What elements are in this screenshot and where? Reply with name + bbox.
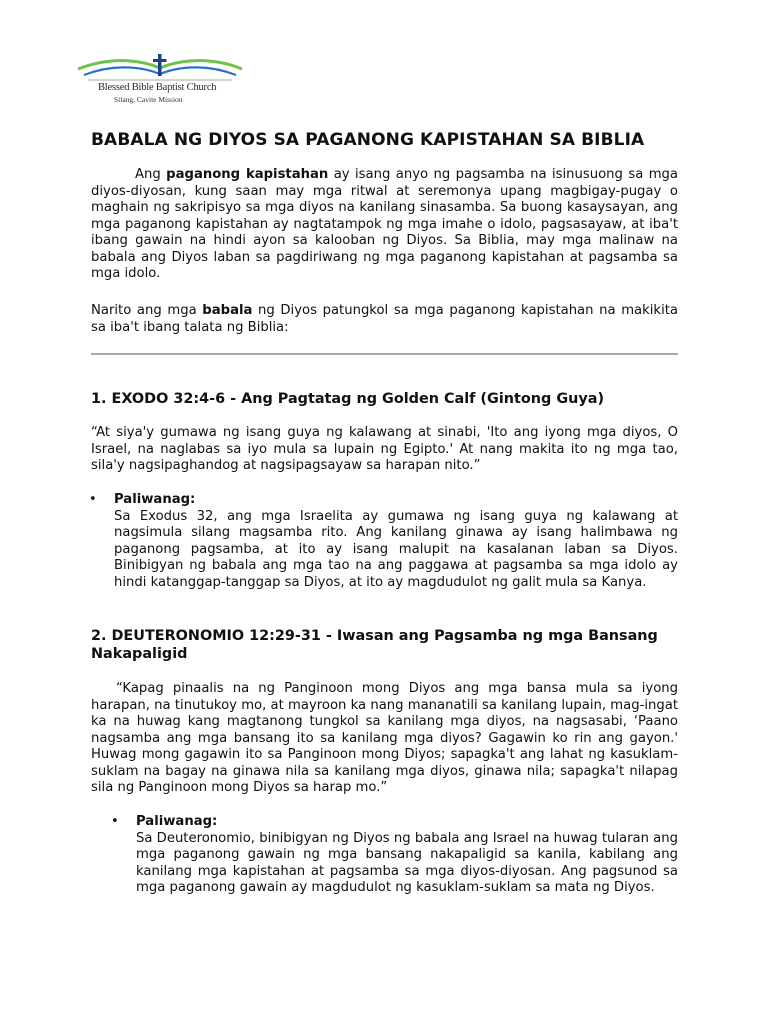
section-1-quote: “At siya'y gumawa ng isang guya ng kalawang at sinabi, 'Ito ang iyong mga diyos, O Israel, na naglabas sa iyo mula sa lupain ng Egipto.' At nang makita ito ng mga tao, sila'y nagsipaghandog at nagsipagsayaw sa harapan nito.” [91, 425, 678, 473]
document-title: BABALA NG DIYOS SA PAGANONG KAPISTAHAN SA BIBLIA [91, 130, 645, 150]
section-2-explanation-text: Sa Deuteronomio, binibigyan ng Diyos ng babala ang Israel na huwag tularan ang mga paganong gawain ng mga bansang nakapaligid sa kanila, kabilang ang kanilang mga kapistahan at pagsamba sa mga diyos-diyosan. Ang pagsunod sa mga paganong gawain ay magdudulot ng kasuklam-suklam sa mata ng Diyos. [136, 830, 678, 895]
section-2-explanation [113, 814, 678, 897]
bullet-1: • [89, 492, 97, 507]
intro-prefix: Ang [135, 167, 167, 182]
church-logo [76, 52, 246, 110]
intro-text: ay isang anyo ng pagsamba na isinusuong sa mga diyos-diyosan, kung saan may mga ritwal at seremonya upang magbigay-pugay o maghain ng sakripisyo sa mga diyos na kanilang sinasamba. Sa buong kasaysayan, ang mga paganong kapistahan ay nagtatampok ng mga imahe o idolo, pagsasayaw, at iba't ibang gawain na hindi ayon sa kalooban ng Diyos. Sa Biblia, may mga malinaw na babala ang Diyos laban sa pagdiriwang ng mga paganong kapistahan at pagsamba sa mga idolo. [91, 167, 678, 281]
section-divider [91, 353, 678, 355]
section-2-heading: 2. DEUTERONOMIO 12:29-31 - Iwasan ang Pagsamba ng mga Bansang Nakapaligid [91, 628, 658, 662]
section-1-explanation-text: Sa Exodus 32, ang mga Israelita ay gumawa ng isang guya ng kalawang at nagsimula silang magsamba rito. Ang kanilang ginawa ay isang halimbawa ng paganong pagsamba, at ito ay isang malupit na kasalanan laban sa Diyos. Binibigyan ng babala ang mga tao na ang paggawa at pagsamba sa mga idolo ay hindi katanggap-tanggap sa Diyos, at ito ay magdudulot ng galit mula sa Kanya. [114, 508, 678, 590]
intro-bold-term: paganong kapistahan [166, 167, 329, 182]
logo-subtitle: Silang, Cavite Mission [114, 95, 183, 104]
section-1-explanation-label: Paliwanag: [114, 492, 196, 507]
intro2-text: ng Diyos patungkol sa mga paganong kapistahan na makikita sa iba't ibang talata ng Biblia: [91, 303, 678, 335]
intro-paragraph-2 [91, 303, 678, 336]
section-2-quote: “Kapag pinaalis na ng Panginoon mong Diyos ang mga bansa mula sa iyong harapan, na tinutukoy mo, at mayroon ka nang mananatili sa kanilang lupain, mag-ingat ka na huwag kang magtanong tungkol sa kanilang mga diyos, na nagsasabi, ‘Paano nagsamba ang mga bansang ito sa kanilang mga diyos? Gagawin ko rin ang gayon.' Huwag mong gagawin ito sa Panginoon mong Diyos; sapagka't ang lahat ng kasuklam-suklam na bagay na ginawa nila sa kanilang mga diyos, ginawa nila; sapagka't nilapag sila ng Panginoon mong Diyos sa harap mo.” [91, 681, 678, 795]
intro2-prefix: Narito ang mga [91, 303, 203, 318]
section-2-explanation-label: Paliwanag: [136, 814, 218, 829]
bullet-2: • [111, 814, 119, 829]
section-1-heading: 1. EXODO 32:4-6 - Ang Pagtatag ng Golden Calf (Gintong Guya) [91, 391, 605, 407]
intro-paragraph [91, 167, 678, 283]
intro2-bold-term: babala [202, 303, 253, 318]
section-1-explanation [91, 492, 678, 591]
logo-church-name: Blessed Bible Baptist Church [98, 82, 217, 93]
